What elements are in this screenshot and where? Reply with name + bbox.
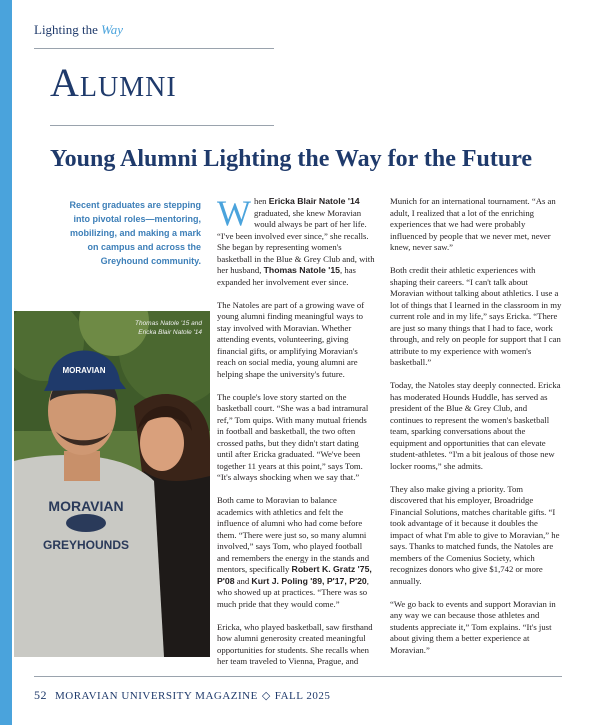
photo-caption — [112, 319, 202, 337]
title-rule — [50, 125, 274, 126]
shirt-text-moravian: MORAVIAN — [48, 498, 124, 514]
footer-rule — [34, 676, 562, 677]
running-head-way: Way — [101, 22, 124, 37]
magazine-name: MORAVIAN UNIVERSITY MAGAZINE — [55, 690, 258, 702]
drop-cap: W — [217, 193, 251, 233]
caption-line-1: Thomas Natole '15 and — [134, 320, 202, 327]
shirt-text-greyhounds: GREYHOUNDS — [42, 538, 130, 552]
header-rule — [34, 48, 274, 49]
article-paragraph-1 — [217, 193, 375, 288]
p1-text-b: graduated, she knew Moravian would always be part of her life. “I've been involved ever since,” she recalls. She began by representing women's basketball in the Blue & Grey Club and, with her husband, — [217, 207, 375, 275]
name-poling: Kurt J. Poling '89, P'17, P'20 — [251, 575, 367, 586]
p1-text-c: , has expanded her involvement ever since. — [217, 265, 356, 287]
p4-text-c: , who showed up at practices. “There was so much pride that they would come.” — [217, 575, 369, 609]
dek: Recent graduates are stepping into pivotal roles—mentoring, mobilizing, and making a mark on campus and across the Greyhound community. — [69, 200, 201, 266]
section-title: Alumni — [50, 60, 177, 105]
folio-separator: ◇ — [261, 690, 271, 702]
article-paragraph-5: Ericka, who played basketball, saw firsthand how alumni generosity created meaningful opportunities for students. She recalls when her team traveled to Vienna, Prague, and — [217, 621, 373, 666]
article-paragraph-7: Today, the Natoles stay deeply connected. Ericka has moderated Hounds Huddle, has served as president of the Blue & Grey Club, and continues to represent the women's basketball team, sparking conversations about the equipment and opportunities that can elevate student-athletes. “I'm a bit jealous of those new locker rooms,” she admits. — [390, 380, 561, 471]
name-thomas: Thomas Natole '15 — [263, 265, 340, 275]
running-head-lighting: Lighting the — [34, 22, 98, 37]
side-accent-bar — [0, 0, 12, 725]
folio — [34, 688, 330, 703]
running-head — [34, 22, 123, 38]
p4-text-b: and — [234, 575, 252, 586]
article-paragraph-6: Both credit their athletic experiences with shaping their careers. “I can't talk about Moravian without talking about athletics. I use a lot of things that I learned in the classroom in my current role and in my life,” says Ericka. “There are just so many things that I had to face, work through, and rely on people for support that I can attribute to my experience with women's basketball.” — [390, 265, 562, 367]
name-gratz: Robert K. Gratz '75, P'08 — [217, 564, 372, 586]
article-paragraph-8: They also make giving a priority. Tom discovered that his employer, Broadridge Financial Solutions, matches charitable gifts. “I took advantage of it because it doubles the impact of what I'm able to give to Moravian,” he says. Thanks to matched funds, the Natoles are members of the Comenius Society, which recognizes donors who give $1,742 or more annually. — [390, 483, 560, 586]
article-column-right — [390, 196, 562, 668]
article-paragraph-2: The Natoles are part of a growing wave of young alumni finding meaningful ways to stay involved with Moravian. Whether attending events, volunteering, giving financial gifts, or amplifying Moravian's reach on social media, young alumni are helping shape the university's future. — [217, 299, 365, 379]
article-paragraph-4 — [217, 495, 375, 610]
headline: Young Alumni Lighting the Way for the Future — [50, 146, 533, 172]
caption-line-2: Ericka Blair Natole '14 — [138, 329, 202, 336]
p4-text-a: Both came to Moravian to balance academics with athletics and felt the influence of alumni who had come before them. “There were just so, so many alumni involved,” says Tom, who played football and remembers the energy in the stands and mentors, specifically — [217, 495, 370, 574]
page-number: 52 — [34, 688, 47, 702]
article-paragraph-9: “We go back to events and support Moravian in any way we can because those athletes and students appreciate it,” Tom explains. “It's just about giving them a better experience at Moravian.” — [390, 598, 556, 655]
name-ericka: Ericka Blair Natole '14 — [268, 196, 360, 206]
article-column-middle — [217, 193, 375, 679]
article-paragraph-5-cont: Munich for an international tournament. “As an adult, I realized that a lot of the enriching experiences that we had were probably influenced by people that we never met, never knew, never saw.” — [390, 196, 556, 252]
cap-text: MORAVIAN — [62, 366, 106, 375]
couple-photo — [14, 311, 210, 657]
issue-date: FALL 2025 — [274, 690, 331, 702]
p1-text-a: hen — [253, 196, 269, 206]
article-paragraph-3: The couple's love story started on the basketball court. “She was a bad intramural ref,” Tom quips. With many mutual friends in football and basketball, the two often crossed paths, but they didn't start dating until after Ericka graduated. “We've been together 11 years at this point,” says Tom. “It's always shocking when we say that.” — [217, 391, 369, 482]
